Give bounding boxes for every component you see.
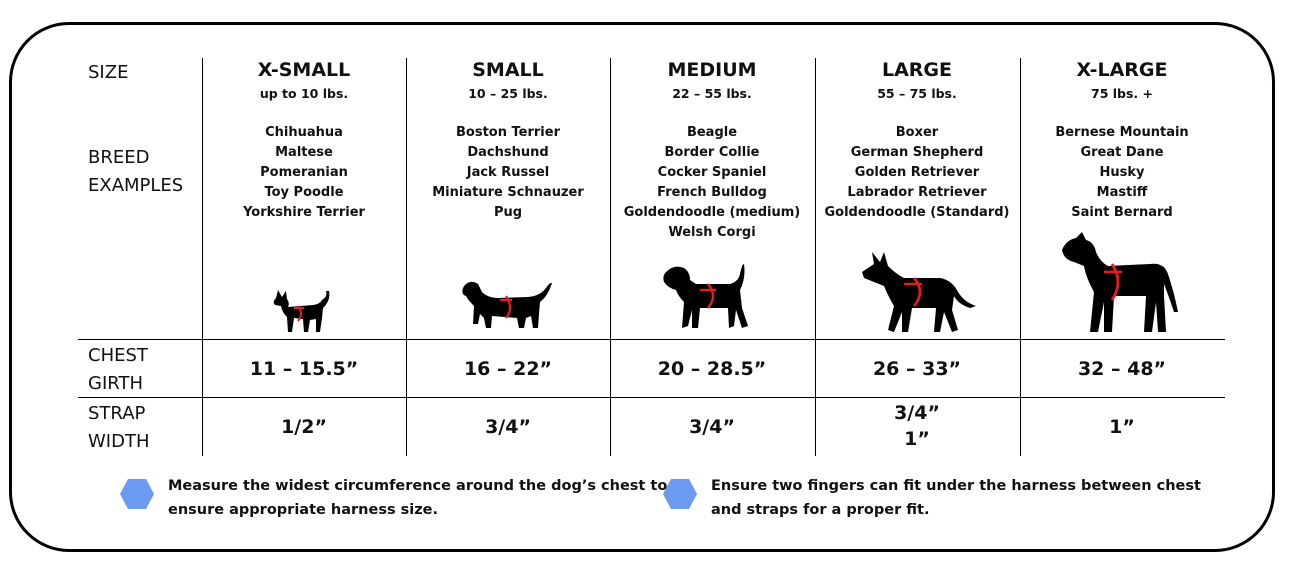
xsmall-dog-icon (270, 288, 332, 336)
breed-item: French Bulldog (657, 185, 767, 200)
note-line: Measure the widest circumference around the dog’s chest to (168, 478, 668, 494)
size-weight: 55 – 75 lbs. (877, 86, 957, 101)
size-name: LARGE (881, 59, 953, 81)
size-weight: up to 10 lbs. (259, 86, 349, 101)
breed-item: Great Dane (1080, 145, 1164, 160)
breed-item: Yorkshire Terrier (243, 205, 365, 220)
breed-item: Border Collie (664, 145, 760, 160)
row-divider (78, 397, 1225, 398)
strap-label-line1: STRAP (88, 403, 146, 424)
breed-item: Maltese (275, 145, 333, 160)
breed-item: Chihuahua (265, 125, 343, 140)
breed-item: Husky (1099, 165, 1145, 180)
breed-item: Goldendoodle (Standard) (824, 205, 1010, 220)
size-column-medium (610, 58, 814, 243)
breed-item: Jack Russel (466, 165, 550, 180)
strap-width-value: 1/2” (281, 416, 327, 438)
strap-width-value: 3/4” (689, 416, 735, 438)
small-dog-icon (460, 278, 554, 334)
size-weight: 75 lbs. + (1091, 86, 1153, 101)
measure-note (168, 474, 667, 522)
breed-item: Labrador Retriever (847, 185, 987, 200)
chest-girth-value: 26 – 33” (872, 358, 962, 380)
breed-list (610, 123, 814, 243)
chest-girth-value: 20 – 28.5” (657, 358, 767, 380)
size-column-large (815, 58, 1019, 223)
hexagon-bullet-icon (119, 478, 155, 510)
strap-label-line2: WIDTH (88, 431, 150, 452)
breed-item: Boxer (895, 125, 939, 140)
breed-list (815, 123, 1019, 223)
large-dog-icon (860, 250, 978, 336)
chest-girth-value: 11 – 15.5” (249, 358, 359, 380)
breed-item: Boston Terrier (456, 125, 560, 140)
breed-item: Goldendoodle (medium) (623, 205, 801, 220)
breed-item: Toy Poodle (264, 185, 344, 200)
strap-width-value: 3/4” (485, 416, 531, 438)
size-label: SIZE (88, 62, 129, 83)
breed-item: Dachshund (467, 145, 549, 160)
size-name: X-SMALL (257, 59, 351, 81)
strap-width-value: 1” (1109, 416, 1135, 438)
hexagon-bullet-icon (662, 478, 698, 510)
breed-label-line2: EXAMPLES (88, 175, 184, 196)
breed-item: Pomeranian (260, 165, 348, 180)
size-column-xlarge (1020, 58, 1224, 223)
chest-label-line2: GIRTH (88, 373, 143, 394)
breed-item: Welsh Corgi (668, 225, 756, 240)
breed-list (406, 123, 610, 223)
breed-item: Bernese Mountain (1055, 125, 1189, 140)
note-line: ensure appropriate harness size. (168, 502, 439, 518)
breed-item: Beagle (686, 125, 738, 140)
chest-girth-value: 16 – 22” (463, 358, 553, 380)
size-column-small (406, 58, 610, 223)
size-name: MEDIUM (667, 59, 757, 81)
note-line: and straps for a proper fit. (711, 502, 930, 518)
fit-note (711, 474, 1201, 522)
breed-label-line1: BREED (88, 147, 150, 168)
breed-item: Mastiff (1096, 185, 1148, 200)
size-name: SMALL (472, 59, 544, 81)
size-name: X-LARGE (1076, 59, 1168, 81)
breed-item: Saint Bernard (1071, 205, 1173, 220)
size-weight: 10 – 25 lbs. (468, 86, 548, 101)
breed-item: Golden Retriever (854, 165, 980, 180)
breed-item: Pug (493, 205, 523, 220)
strap-width-value: 3/4” (894, 402, 940, 424)
breed-item: Cocker Spaniel (657, 165, 767, 180)
breed-list (1020, 123, 1224, 223)
breed-item: Miniature Schnauzer (432, 185, 584, 200)
row-divider (78, 339, 1225, 340)
chest-girth-value: 32 – 48” (1077, 358, 1167, 380)
chest-label-line1: CHEST (88, 345, 148, 366)
breed-list (202, 123, 406, 223)
xlarge-dog-icon (1060, 232, 1184, 336)
breed-item: German Shepherd (850, 145, 984, 160)
medium-dog-icon (660, 262, 756, 334)
size-column-xsmall (202, 58, 406, 223)
note-line: Ensure two fingers can fit under the harness between chest (711, 478, 1201, 494)
strap-width-value: 1” (904, 428, 930, 450)
size-weight: 22 – 55 lbs. (672, 86, 752, 101)
